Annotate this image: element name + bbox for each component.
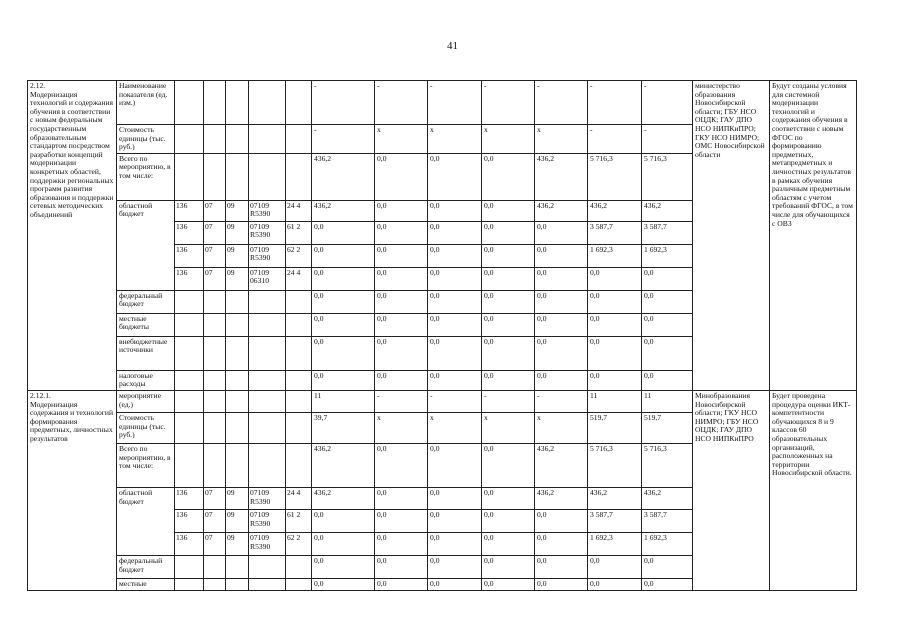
code-cell bbox=[204, 412, 226, 443]
value-cell: - bbox=[588, 81, 642, 125]
value-cell: 39,7 bbox=[312, 412, 375, 443]
code-cell: 07109 06310 bbox=[249, 267, 286, 290]
row-label: федеральный бюджет bbox=[117, 290, 175, 313]
value-cell: 0,0 bbox=[428, 200, 482, 221]
value-cell: 11 bbox=[642, 390, 693, 412]
row-label: налоговые расходы bbox=[117, 370, 175, 390]
code-cell: 61 2 bbox=[286, 221, 312, 244]
value-cell: 436,2 bbox=[588, 200, 642, 221]
code-cell: 07 bbox=[204, 509, 226, 532]
value-cell: 1 692,3 bbox=[588, 532, 642, 555]
code-cell: 07 bbox=[204, 487, 226, 509]
code-cell bbox=[249, 290, 286, 313]
value-cell: 0,0 bbox=[642, 290, 693, 313]
code-cell: 07 bbox=[204, 221, 226, 244]
value-cell: 0,0 bbox=[312, 290, 375, 313]
code-cell: 09 bbox=[226, 267, 249, 290]
row-label: Стоимость единицы (тыс. руб.) bbox=[117, 125, 175, 154]
code-cell bbox=[175, 125, 204, 154]
page-number: 41 bbox=[447, 40, 458, 52]
code-cell bbox=[286, 412, 312, 443]
code-cell bbox=[249, 336, 286, 370]
code-cell: 07109 R5390 bbox=[249, 221, 286, 244]
value-cell: 519,7 bbox=[642, 412, 693, 443]
value-cell: 0,0 bbox=[375, 244, 428, 267]
value-cell: 0,0 bbox=[312, 267, 375, 290]
code-cell: 136 bbox=[175, 509, 204, 532]
value-cell: 0,0 bbox=[428, 487, 482, 509]
value-cell: x bbox=[428, 125, 482, 154]
value-cell: 0,0 bbox=[428, 244, 482, 267]
code-cell bbox=[175, 153, 204, 200]
value-cell: 3 587,7 bbox=[642, 221, 693, 244]
code-cell: 62 2 bbox=[286, 532, 312, 555]
value-cell: 436,2 bbox=[642, 487, 693, 509]
value-cell: 519,7 bbox=[588, 412, 642, 443]
value-cell: 0,0 bbox=[642, 267, 693, 290]
value-cell: 0,0 bbox=[375, 370, 428, 390]
value-cell: x bbox=[482, 412, 535, 443]
value-cell: 436,2 bbox=[588, 487, 642, 509]
executor-cell: Минобразования Новосибирской области; ГКУ НСО НИМРО; ГБУ НСО ОЦДК; ГАУ ДПО НСО НИПКиПРО bbox=[693, 390, 770, 590]
value-cell: 0,0 bbox=[535, 244, 588, 267]
code-cell bbox=[249, 555, 286, 578]
code-cell bbox=[226, 153, 249, 200]
value-cell: 0,0 bbox=[375, 290, 428, 313]
code-cell bbox=[204, 125, 226, 154]
value-cell: - bbox=[428, 81, 482, 125]
value-cell: 0,0 bbox=[588, 336, 642, 370]
value-cell: 0,0 bbox=[375, 200, 428, 221]
code-cell bbox=[204, 153, 226, 200]
value-cell: 0,0 bbox=[375, 336, 428, 370]
value-cell: 3 587,7 bbox=[588, 509, 642, 532]
code-cell bbox=[204, 443, 226, 487]
code-cell: 07109 R5390 bbox=[249, 244, 286, 267]
value-cell: 0,0 bbox=[482, 221, 535, 244]
value-cell: 0,0 bbox=[588, 555, 642, 578]
section-title: 2.12.1. Модернизация содержания и технологий формирования предметных, личностных результатов bbox=[28, 390, 117, 590]
value-cell: 0,0 bbox=[642, 370, 693, 390]
value-cell: 0,0 bbox=[375, 443, 428, 487]
code-cell: 61 2 bbox=[286, 509, 312, 532]
value-cell: 0,0 bbox=[312, 509, 375, 532]
code-cell bbox=[249, 412, 286, 443]
code-cell bbox=[175, 81, 204, 125]
code-cell: 136 bbox=[175, 244, 204, 267]
value-cell: x bbox=[428, 412, 482, 443]
code-cell: 136 bbox=[175, 487, 204, 509]
value-cell: 0,0 bbox=[535, 509, 588, 532]
row-label: местные бюджеты bbox=[117, 313, 175, 336]
code-cell bbox=[226, 390, 249, 412]
code-cell: 07109 R5390 bbox=[249, 532, 286, 555]
code-cell: 07109 R5390 bbox=[249, 509, 286, 532]
code-cell: 24 4 bbox=[286, 200, 312, 221]
value-cell: 0,0 bbox=[428, 313, 482, 336]
value-cell: 436,2 bbox=[535, 487, 588, 509]
value-cell: 0,0 bbox=[482, 267, 535, 290]
value-cell: 0,0 bbox=[312, 532, 375, 555]
code-cell bbox=[249, 81, 286, 125]
value-cell: 0,0 bbox=[312, 244, 375, 267]
code-cell bbox=[226, 290, 249, 313]
value-cell: 0,0 bbox=[482, 532, 535, 555]
value-cell: x bbox=[375, 412, 428, 443]
row-label: внебюджетные источники bbox=[117, 336, 175, 370]
value-cell: 0,0 bbox=[312, 555, 375, 578]
code-cell bbox=[204, 555, 226, 578]
value-cell: 0,0 bbox=[428, 370, 482, 390]
value-cell: 0,0 bbox=[312, 221, 375, 244]
value-cell: 0,0 bbox=[535, 578, 588, 590]
code-cell bbox=[175, 412, 204, 443]
value-cell: 436,2 bbox=[535, 443, 588, 487]
value-cell: 0,0 bbox=[312, 370, 375, 390]
value-cell: 436,2 bbox=[312, 487, 375, 509]
code-cell bbox=[175, 370, 204, 390]
code-cell bbox=[286, 336, 312, 370]
value-cell: 0,0 bbox=[312, 313, 375, 336]
value-cell: 0,0 bbox=[588, 290, 642, 313]
table-row bbox=[28, 81, 857, 125]
value-cell: 0,0 bbox=[482, 487, 535, 509]
value-cell: 0,0 bbox=[428, 555, 482, 578]
code-cell bbox=[286, 153, 312, 200]
value-cell: 0,0 bbox=[535, 555, 588, 578]
value-cell: 5 716,3 bbox=[642, 153, 693, 200]
result-cell: Будет проведена процедура оценки ИКТ-компетентности обучающихся 8 и 9 классов 60 образовательных организаций, расположенных на территории Новосибирской области. bbox=[770, 390, 857, 590]
value-cell: - bbox=[588, 125, 642, 154]
code-cell: 07 bbox=[204, 200, 226, 221]
value-cell: 0,0 bbox=[428, 532, 482, 555]
value-cell: 1 692,3 bbox=[588, 244, 642, 267]
value-cell: 0,0 bbox=[482, 509, 535, 532]
code-cell: 09 bbox=[226, 509, 249, 532]
value-cell: 0,0 bbox=[428, 290, 482, 313]
code-cell bbox=[175, 290, 204, 313]
value-cell: 0,0 bbox=[428, 509, 482, 532]
value-cell: 1 692,3 bbox=[642, 244, 693, 267]
value-cell: 0,0 bbox=[482, 443, 535, 487]
value-cell: 0,0 bbox=[642, 313, 693, 336]
code-cell bbox=[286, 81, 312, 125]
code-cell: 07 bbox=[204, 244, 226, 267]
value-cell: 0,0 bbox=[482, 336, 535, 370]
value-cell: 0,0 bbox=[482, 313, 535, 336]
value-cell: 5 716,3 bbox=[588, 443, 642, 487]
code-cell: 136 bbox=[175, 267, 204, 290]
code-cell bbox=[249, 153, 286, 200]
code-cell bbox=[175, 390, 204, 412]
value-cell: 5 716,3 bbox=[588, 153, 642, 200]
code-cell bbox=[226, 443, 249, 487]
code-cell: 24 4 bbox=[286, 267, 312, 290]
value-cell: - bbox=[482, 81, 535, 125]
value-cell: x bbox=[535, 125, 588, 154]
code-cell bbox=[286, 555, 312, 578]
value-cell: 436,2 bbox=[642, 200, 693, 221]
code-cell bbox=[226, 370, 249, 390]
value-cell: 436,2 bbox=[312, 153, 375, 200]
value-cell: 0,0 bbox=[482, 244, 535, 267]
value-cell: - bbox=[312, 81, 375, 125]
code-cell bbox=[204, 578, 226, 590]
code-cell: 09 bbox=[226, 532, 249, 555]
code-cell bbox=[249, 370, 286, 390]
code-cell bbox=[286, 290, 312, 313]
row-label: Наименование показателя (ед. изм.) bbox=[117, 81, 175, 125]
value-cell: 0,0 bbox=[535, 370, 588, 390]
code-cell bbox=[249, 125, 286, 154]
value-cell: 0,0 bbox=[588, 313, 642, 336]
value-cell: 0,0 bbox=[375, 555, 428, 578]
value-cell: 0,0 bbox=[535, 221, 588, 244]
row-label: областной бюджет bbox=[117, 200, 175, 290]
result-cell: Будут созданы условия для системной модернизации технологий и содержания обучения в соответствии с новым ФГОС по формированию предметных, метапредметных и личностных результатов в рамках обучения различным предметным областям с учетом требований ФГОС, в том числе для обучающихся с ОВЗ bbox=[770, 81, 857, 391]
row-label: мероприятие (ед.) bbox=[117, 390, 175, 412]
value-cell: 0,0 bbox=[375, 153, 428, 200]
code-cell bbox=[226, 81, 249, 125]
value-cell: 0,0 bbox=[535, 290, 588, 313]
code-cell bbox=[226, 313, 249, 336]
code-cell: 07109 R5390 bbox=[249, 487, 286, 509]
code-cell bbox=[204, 336, 226, 370]
code-cell bbox=[249, 313, 286, 336]
code-cell bbox=[204, 370, 226, 390]
value-cell: 0,0 bbox=[482, 200, 535, 221]
value-cell: 0,0 bbox=[375, 221, 428, 244]
row-label: Стоимость единицы (тыс. руб.) bbox=[117, 412, 175, 443]
value-cell: 11 bbox=[312, 390, 375, 412]
row-label: Всего по мероприятию, в том числе: bbox=[117, 153, 175, 200]
value-cell: 0,0 bbox=[375, 578, 428, 590]
value-cell: 436,2 bbox=[535, 153, 588, 200]
code-cell bbox=[286, 125, 312, 154]
value-cell: 0,0 bbox=[535, 267, 588, 290]
code-cell: 07 bbox=[204, 532, 226, 555]
value-cell: 0,0 bbox=[482, 555, 535, 578]
value-cell: 0,0 bbox=[588, 267, 642, 290]
value-cell: 436,2 bbox=[312, 443, 375, 487]
code-cell bbox=[286, 578, 312, 590]
value-cell: 0,0 bbox=[428, 336, 482, 370]
value-cell: x bbox=[482, 125, 535, 154]
value-cell: 0,0 bbox=[375, 532, 428, 555]
code-cell bbox=[175, 555, 204, 578]
value-cell: 0,0 bbox=[588, 370, 642, 390]
value-cell: - bbox=[375, 81, 428, 125]
code-cell bbox=[204, 81, 226, 125]
code-cell bbox=[226, 125, 249, 154]
value-cell: 0,0 bbox=[642, 555, 693, 578]
code-cell: 24 4 bbox=[286, 487, 312, 509]
value-cell: 0,0 bbox=[642, 336, 693, 370]
row-label: областной бюджет bbox=[117, 487, 175, 555]
value-cell: 0,0 bbox=[312, 578, 375, 590]
value-cell: 0,0 bbox=[482, 370, 535, 390]
value-cell: 0,0 bbox=[482, 578, 535, 590]
code-cell bbox=[204, 390, 226, 412]
code-cell bbox=[226, 336, 249, 370]
value-cell: 3 587,7 bbox=[588, 221, 642, 244]
value-cell: 0,0 bbox=[428, 153, 482, 200]
value-cell: - bbox=[428, 390, 482, 412]
code-cell: 09 bbox=[226, 487, 249, 509]
value-cell: 0,0 bbox=[428, 443, 482, 487]
code-cell bbox=[249, 390, 286, 412]
code-cell: 136 bbox=[175, 200, 204, 221]
value-cell: 0,0 bbox=[428, 221, 482, 244]
value-cell: - bbox=[535, 390, 588, 412]
code-cell bbox=[286, 370, 312, 390]
value-cell: 0,0 bbox=[642, 578, 693, 590]
section-title: 2.12. Модернизация технологий и содержания обучения в соответствии с новым федеральным государственным образовательным стандартом посредством разработки концепций модернизации конкретных областей, поддержки региональных программ развития образования и поддержки сетевых методических объединений bbox=[28, 81, 117, 391]
value-cell: 436,2 bbox=[535, 200, 588, 221]
code-cell bbox=[226, 555, 249, 578]
value-cell: x bbox=[535, 412, 588, 443]
code-cell bbox=[175, 443, 204, 487]
value-cell: x bbox=[375, 125, 428, 154]
code-cell bbox=[286, 390, 312, 412]
value-cell: 0,0 bbox=[535, 336, 588, 370]
value-cell: - bbox=[642, 125, 693, 154]
value-cell: - bbox=[535, 81, 588, 125]
value-cell: - bbox=[312, 125, 375, 154]
value-cell: 0,0 bbox=[482, 290, 535, 313]
executor-cell: министерство образования Новосибирской области; ГБУ НСО ОЦДК; ГАУ ДПО НСО НИПКиПРО; ГКУ НСО НИМРО; ОМС Новосибирской области bbox=[693, 81, 770, 391]
code-cell bbox=[249, 443, 286, 487]
code-cell: 09 bbox=[226, 244, 249, 267]
code-cell bbox=[286, 313, 312, 336]
value-cell: 0,0 bbox=[428, 267, 482, 290]
value-cell: 0,0 bbox=[482, 153, 535, 200]
value-cell: 0,0 bbox=[312, 336, 375, 370]
code-cell: 09 bbox=[226, 200, 249, 221]
code-cell: 136 bbox=[175, 532, 204, 555]
code-cell: 07109 R5390 bbox=[249, 200, 286, 221]
value-cell: 3 587,7 bbox=[642, 509, 693, 532]
code-cell bbox=[249, 578, 286, 590]
value-cell: 1 692,3 bbox=[642, 532, 693, 555]
code-cell bbox=[175, 578, 204, 590]
code-cell bbox=[286, 443, 312, 487]
code-cell: 09 bbox=[226, 221, 249, 244]
value-cell: 0,0 bbox=[535, 532, 588, 555]
row-label: Всего по мероприятию, в том числе: bbox=[117, 443, 175, 487]
code-cell: 07 bbox=[204, 267, 226, 290]
code-cell bbox=[226, 578, 249, 590]
code-cell: 62 2 bbox=[286, 244, 312, 267]
value-cell: 0,0 bbox=[375, 487, 428, 509]
code-cell bbox=[226, 412, 249, 443]
code-cell bbox=[175, 313, 204, 336]
value-cell: 0,0 bbox=[588, 578, 642, 590]
value-cell: - bbox=[642, 81, 693, 125]
table-row bbox=[28, 390, 857, 412]
value-cell: - bbox=[375, 390, 428, 412]
code-cell: 136 bbox=[175, 221, 204, 244]
code-cell bbox=[175, 336, 204, 370]
code-cell bbox=[204, 290, 226, 313]
row-label: местные bbox=[117, 578, 175, 590]
value-cell: 436,2 bbox=[312, 200, 375, 221]
value-cell: 0,0 bbox=[375, 509, 428, 532]
row-label: федеральный бюджет bbox=[117, 555, 175, 578]
value-cell: 0,0 bbox=[375, 313, 428, 336]
value-cell: 0,0 bbox=[428, 578, 482, 590]
value-cell: 11 bbox=[588, 390, 642, 412]
value-cell: 0,0 bbox=[375, 267, 428, 290]
budget-table bbox=[27, 80, 857, 591]
value-cell: - bbox=[482, 390, 535, 412]
value-cell: 5 716,3 bbox=[642, 443, 693, 487]
code-cell bbox=[204, 313, 226, 336]
value-cell: 0,0 bbox=[535, 313, 588, 336]
